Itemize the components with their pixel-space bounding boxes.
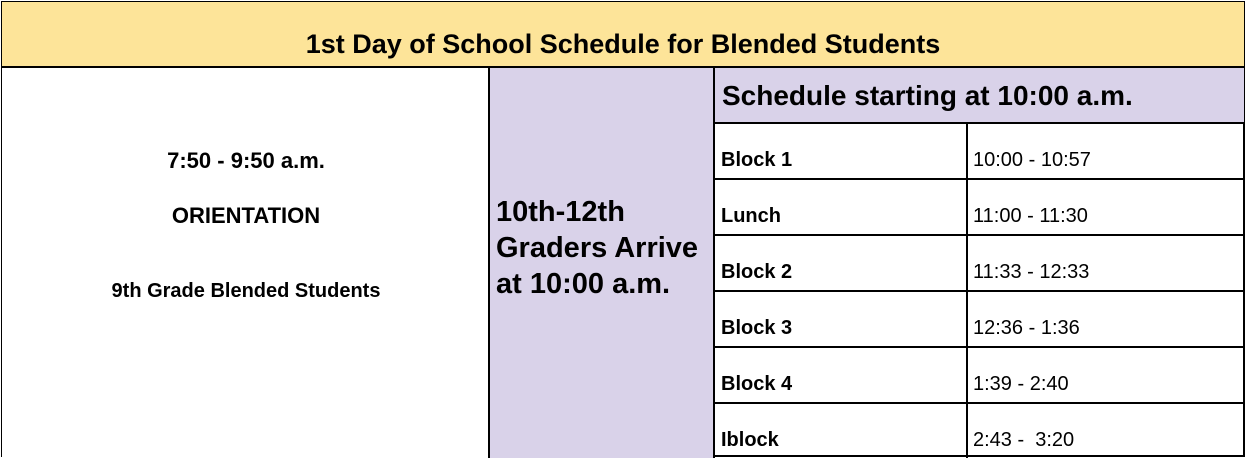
- block-time: 11:00 - 11:30: [973, 205, 1088, 227]
- schedule-rows: [715, 124, 1244, 458]
- block-name: Iblock: [715, 404, 968, 458]
- table-row: [715, 124, 1244, 180]
- arrival-cell: [490, 68, 715, 458]
- block-name: Block 1: [715, 124, 968, 178]
- block-name: Block 3: [715, 292, 968, 346]
- block-time: 10:00 - 10:57: [973, 149, 1091, 171]
- block-name: Lunch: [715, 180, 968, 234]
- block-name: Block 4: [715, 348, 968, 402]
- arrival-text: 10th-12th Graders Arrive at 10:00 a.m.: [496, 196, 699, 300]
- block-time: 2:43 - 3:20: [973, 429, 1075, 451]
- orientation-label: ORIENTATION: [171, 203, 321, 228]
- block-time: 11:33 - 12:33: [973, 261, 1090, 283]
- block-name: Block 2: [715, 236, 968, 290]
- block-time: 12:36 - 1:36: [973, 317, 1080, 339]
- table-row: [715, 236, 1244, 292]
- table-title: [2, 2, 1244, 68]
- table-row: [715, 404, 1244, 458]
- table-row: [715, 348, 1244, 404]
- schedule-header-text: Schedule starting at 10:00 a.m.: [722, 80, 1133, 111]
- block-time: 1:39 - 2:40: [973, 373, 1069, 395]
- schedule-header: [715, 68, 1244, 124]
- orientation-cell: [2, 68, 490, 458]
- table-row: [715, 180, 1244, 236]
- orientation-time: 7:50 - 9:50 a.m.: [167, 148, 325, 173]
- orientation-audience: 9th Grade Blended Students: [111, 280, 381, 302]
- table-row: [715, 292, 1244, 348]
- table-title-text: 1st Day of School Schedule for Blended Students: [305, 28, 941, 59]
